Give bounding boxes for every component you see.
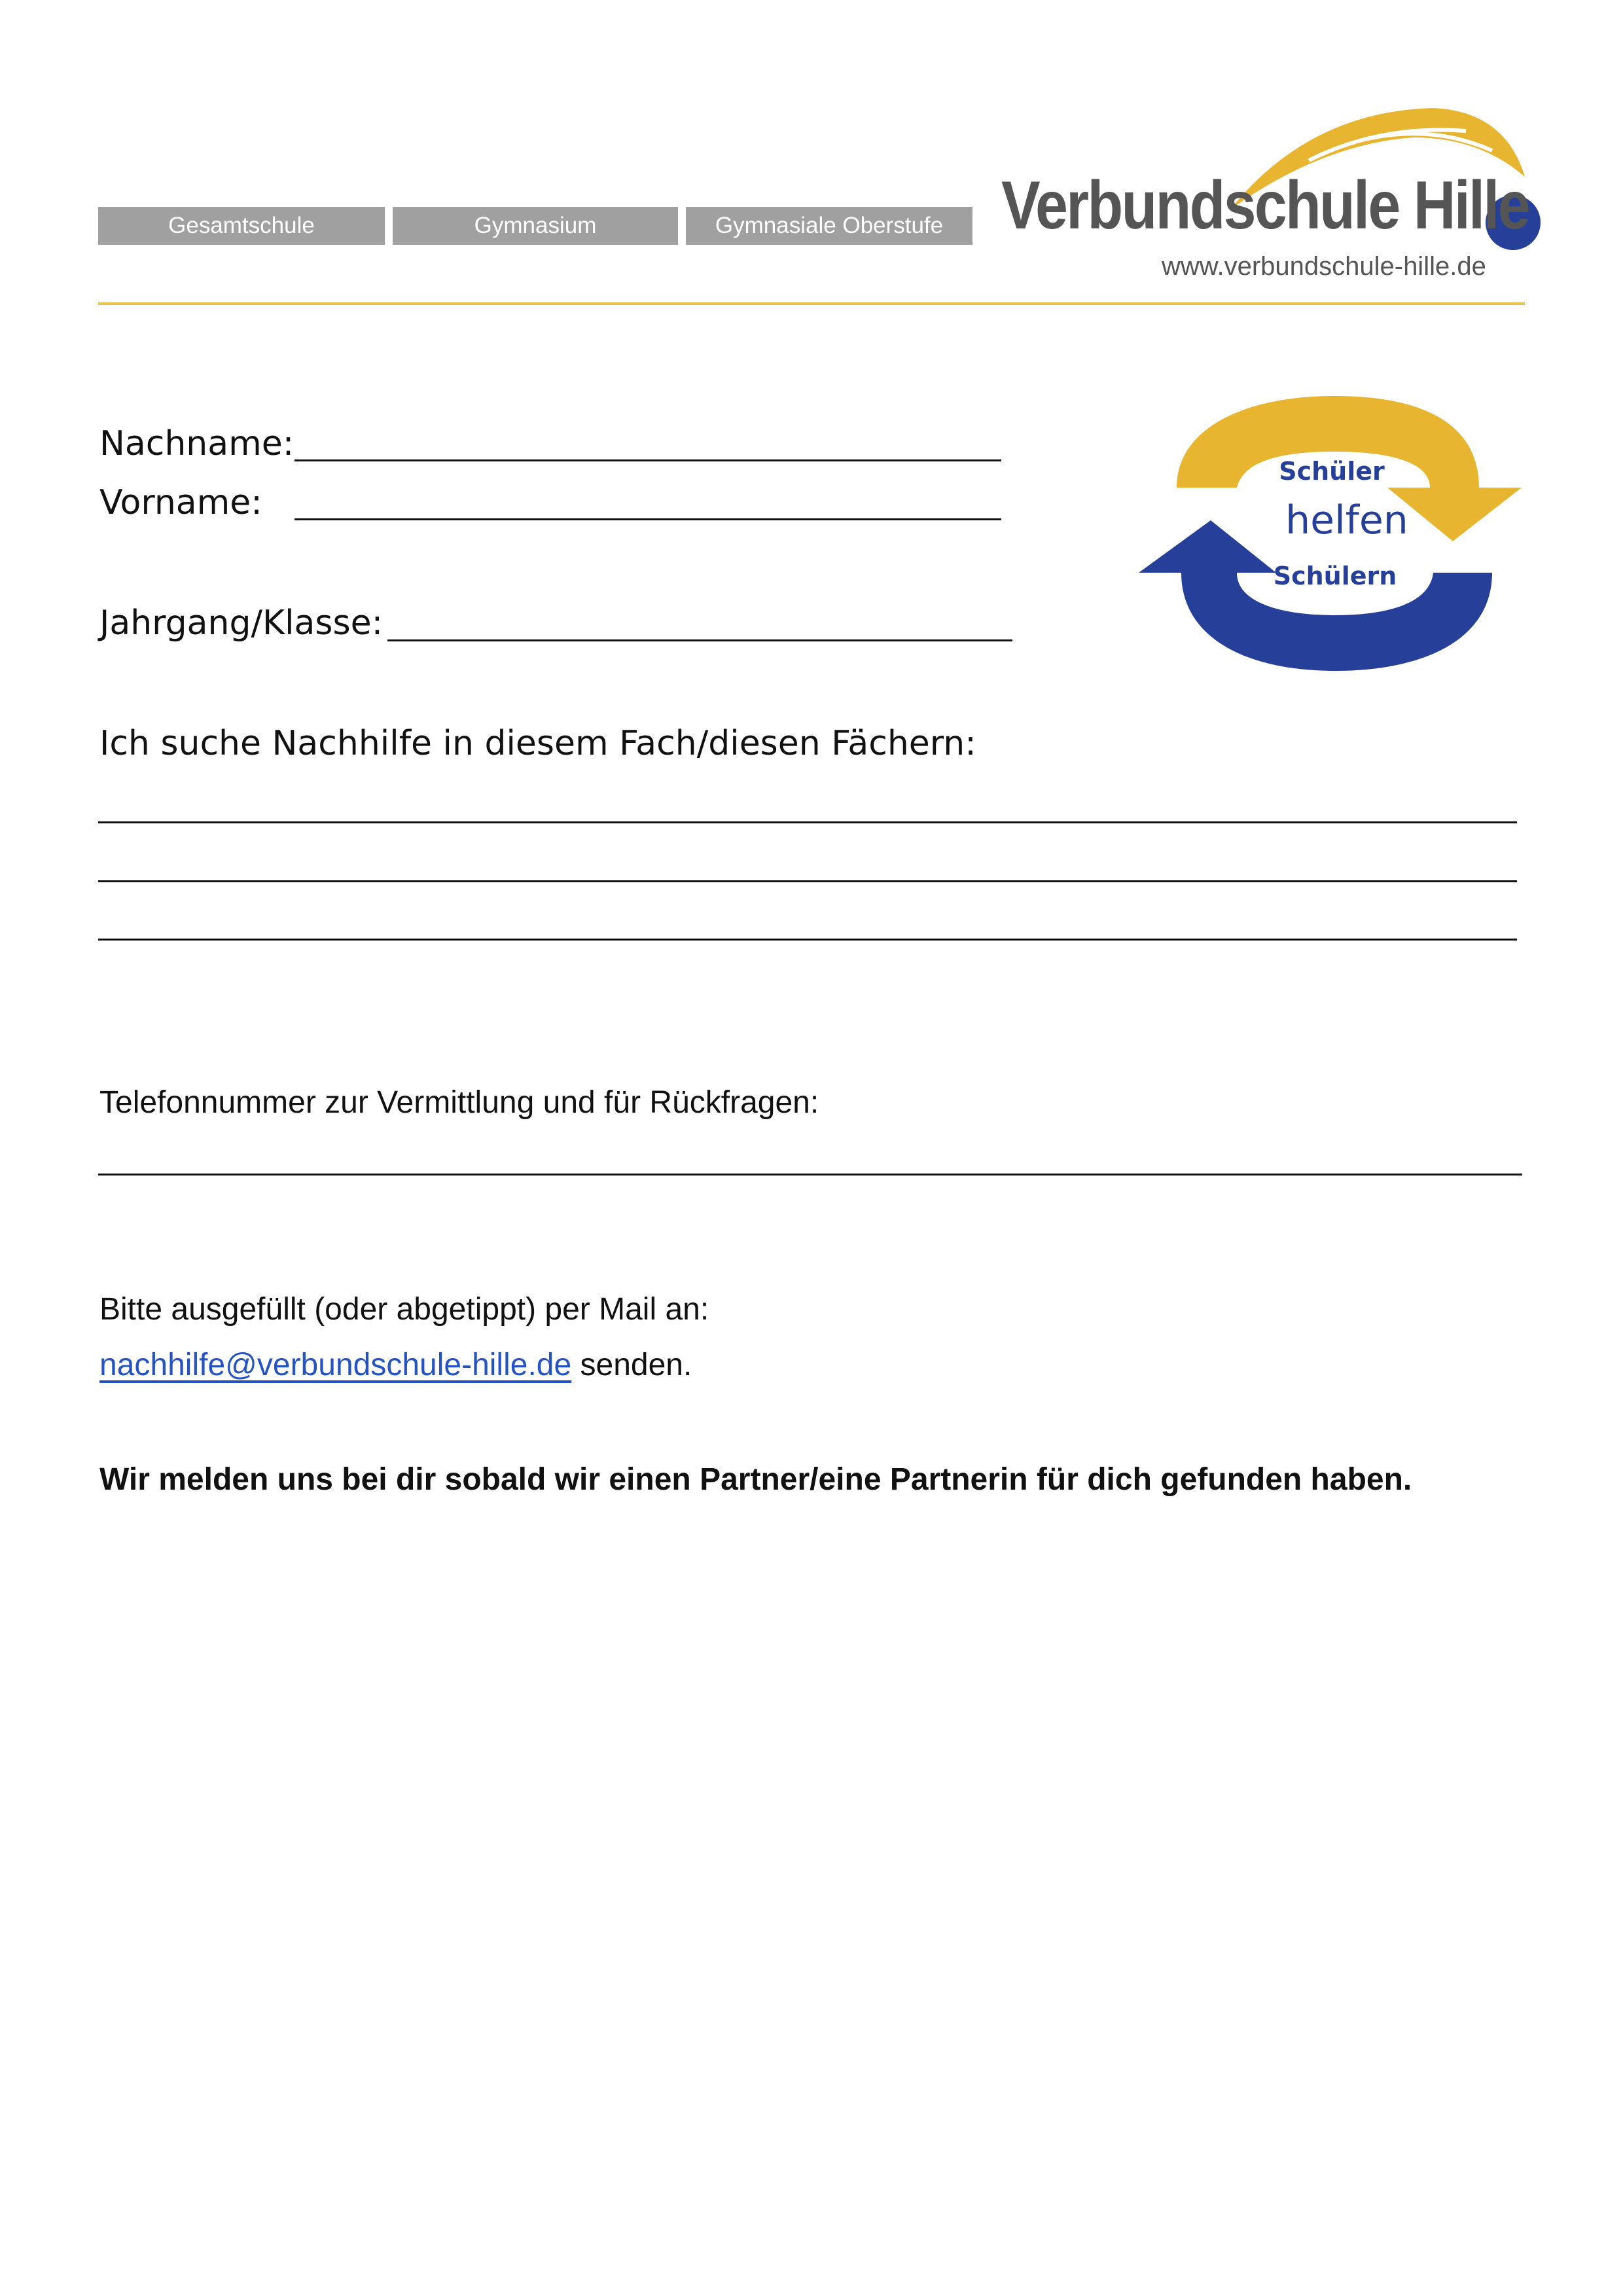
subjects-line-3[interactable] [98, 939, 1517, 941]
send-suffix: senden. [571, 1348, 692, 1382]
subjects-line-2[interactable] [98, 880, 1517, 882]
logo-line-2: helfen [1285, 497, 1408, 543]
phone-prompt: Telefonnummer zur Vermittlung und für Rückfragen: [99, 1085, 819, 1120]
schueler-helfen-logo [1139, 389, 1531, 677]
tab-gesamtschule: Gesamtschule [98, 207, 385, 245]
tab-gymnasium: Gymnasium [393, 207, 678, 245]
phone-field[interactable] [98, 1174, 1522, 1175]
tab-gymnasiale-oberstufe: Gymnasiale Oberstufe [686, 207, 972, 245]
email-line [99, 1350, 692, 1381]
header-divider [98, 302, 1525, 305]
school-url: www.verbundschule-hille.de [1162, 252, 1486, 281]
school-name: Verbundschule Hille [1001, 168, 1529, 243]
school-type-tabs [98, 207, 972, 245]
nachname-field[interactable] [294, 459, 1001, 461]
nachname-label: Nachname: [99, 424, 294, 463]
subjects-prompt: Ich suche Nachhilfe in diesem Fach/diesen Fächern: [99, 724, 976, 763]
mail-instruction: Bitte ausgefüllt (oder abgetippt) per Mail an: [99, 1292, 709, 1327]
vorname-field[interactable] [294, 518, 1001, 520]
logo-line-1: Schüler [1279, 457, 1385, 486]
email-link[interactable]: nachhilfe@verbundschule-hille.de [99, 1348, 572, 1382]
jahrgang-label: Jahrgang/Klasse: [99, 603, 383, 643]
closing-note: Wir melden uns bei dir sobald wir einen Partner/eine Partnerin für dich gefunden haben. [99, 1462, 1412, 1497]
subjects-line-1[interactable] [98, 821, 1517, 823]
logo-line-3: Schülern [1273, 562, 1397, 590]
jahrgang-field[interactable] [387, 639, 1012, 641]
vorname-label: Vorname: [99, 483, 262, 522]
